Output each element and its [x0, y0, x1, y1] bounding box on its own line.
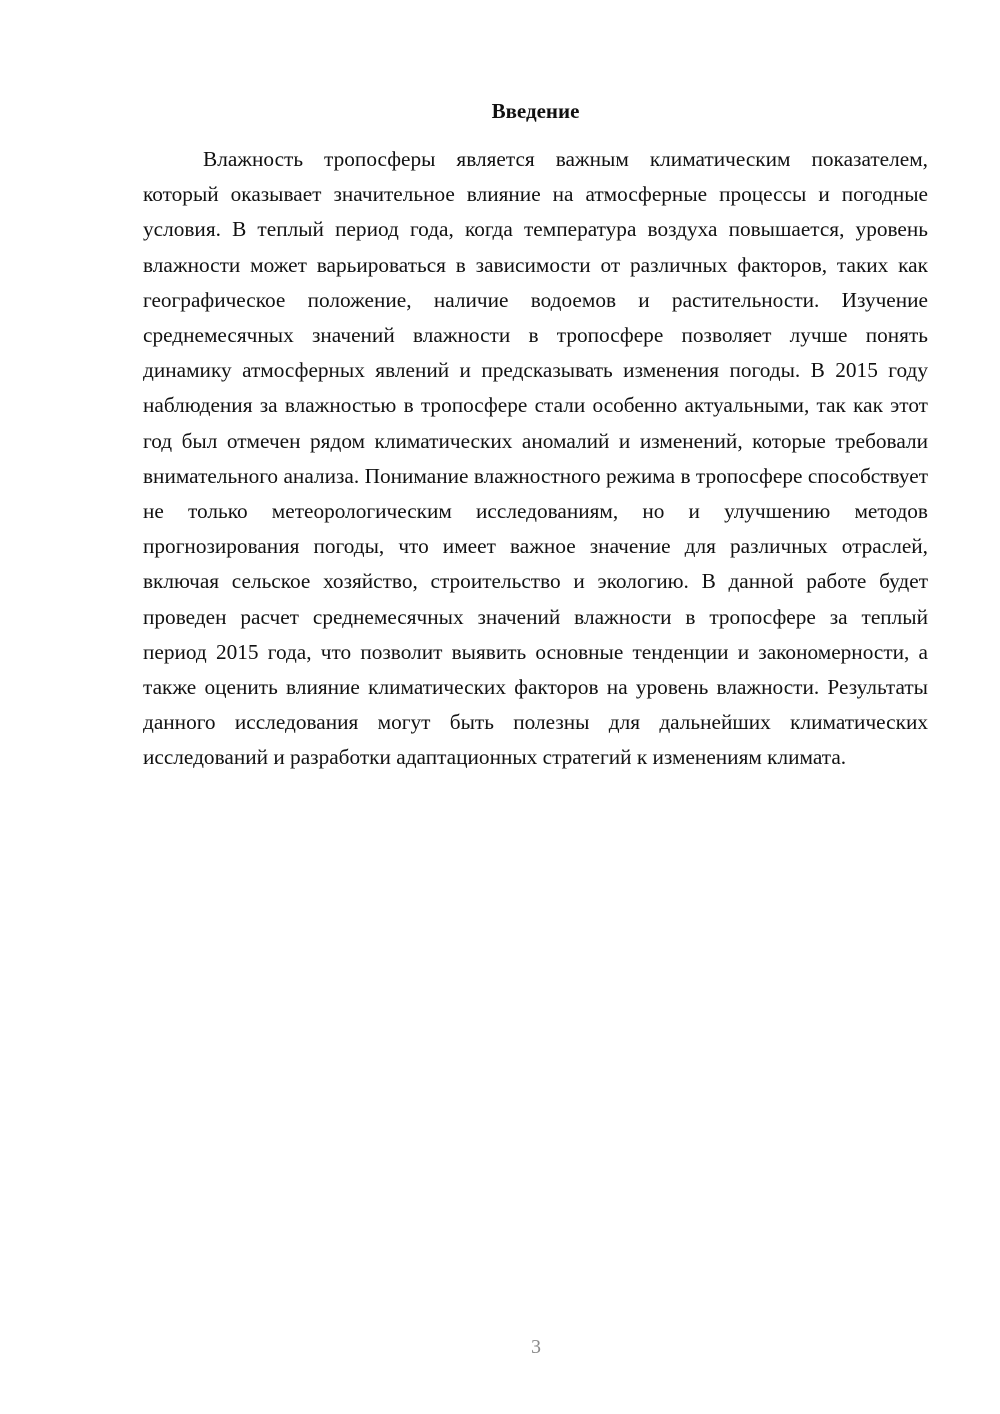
page-number: 3	[531, 1336, 541, 1358]
body-paragraph: Влажность тропосферы является важным климатическим показателем, который оказывает значительное влияние на атмосферные процессы и погодные условия. В теплый период года, когда температура воздуха повышается, уровень влажности может варьироваться в зависимости от различных факторов, таких как географическое положение, наличие водоемов и растительности. Изучение среднемесячных значений влажности в тропосфере позволяет лучше понять динамику атмосферных явлений и предсказывать изменения погоды. В 2015 году наблюдения за влажностью в тропосфере стали особенно актуальными, так как этот год был отмечен рядом климатических аномалий и изменений, которые требовали внимательного анализа. Понимание влажностного режима в тропосфере способствует не только метеорологическим исследованиям, но и улучшению методов прогнозирования погоды, что имеет важное значение для различных отраслей, включая сельское хозяйство, строительство и экологию. В данной работе будет проведен расчет среднемесячных значений влажности в тропосфере за теплый период 2015 года, что позволит выявить основные тенденции и закономерности, а также оценить влияние климатических факторов на уровень влажности. Результаты данного исследования могут быть полезны для дальнейших климатических исследований и разработки адаптационных стратегий к изменениям климата.	[143, 147, 928, 770]
section-heading: Введение	[491, 99, 580, 123]
